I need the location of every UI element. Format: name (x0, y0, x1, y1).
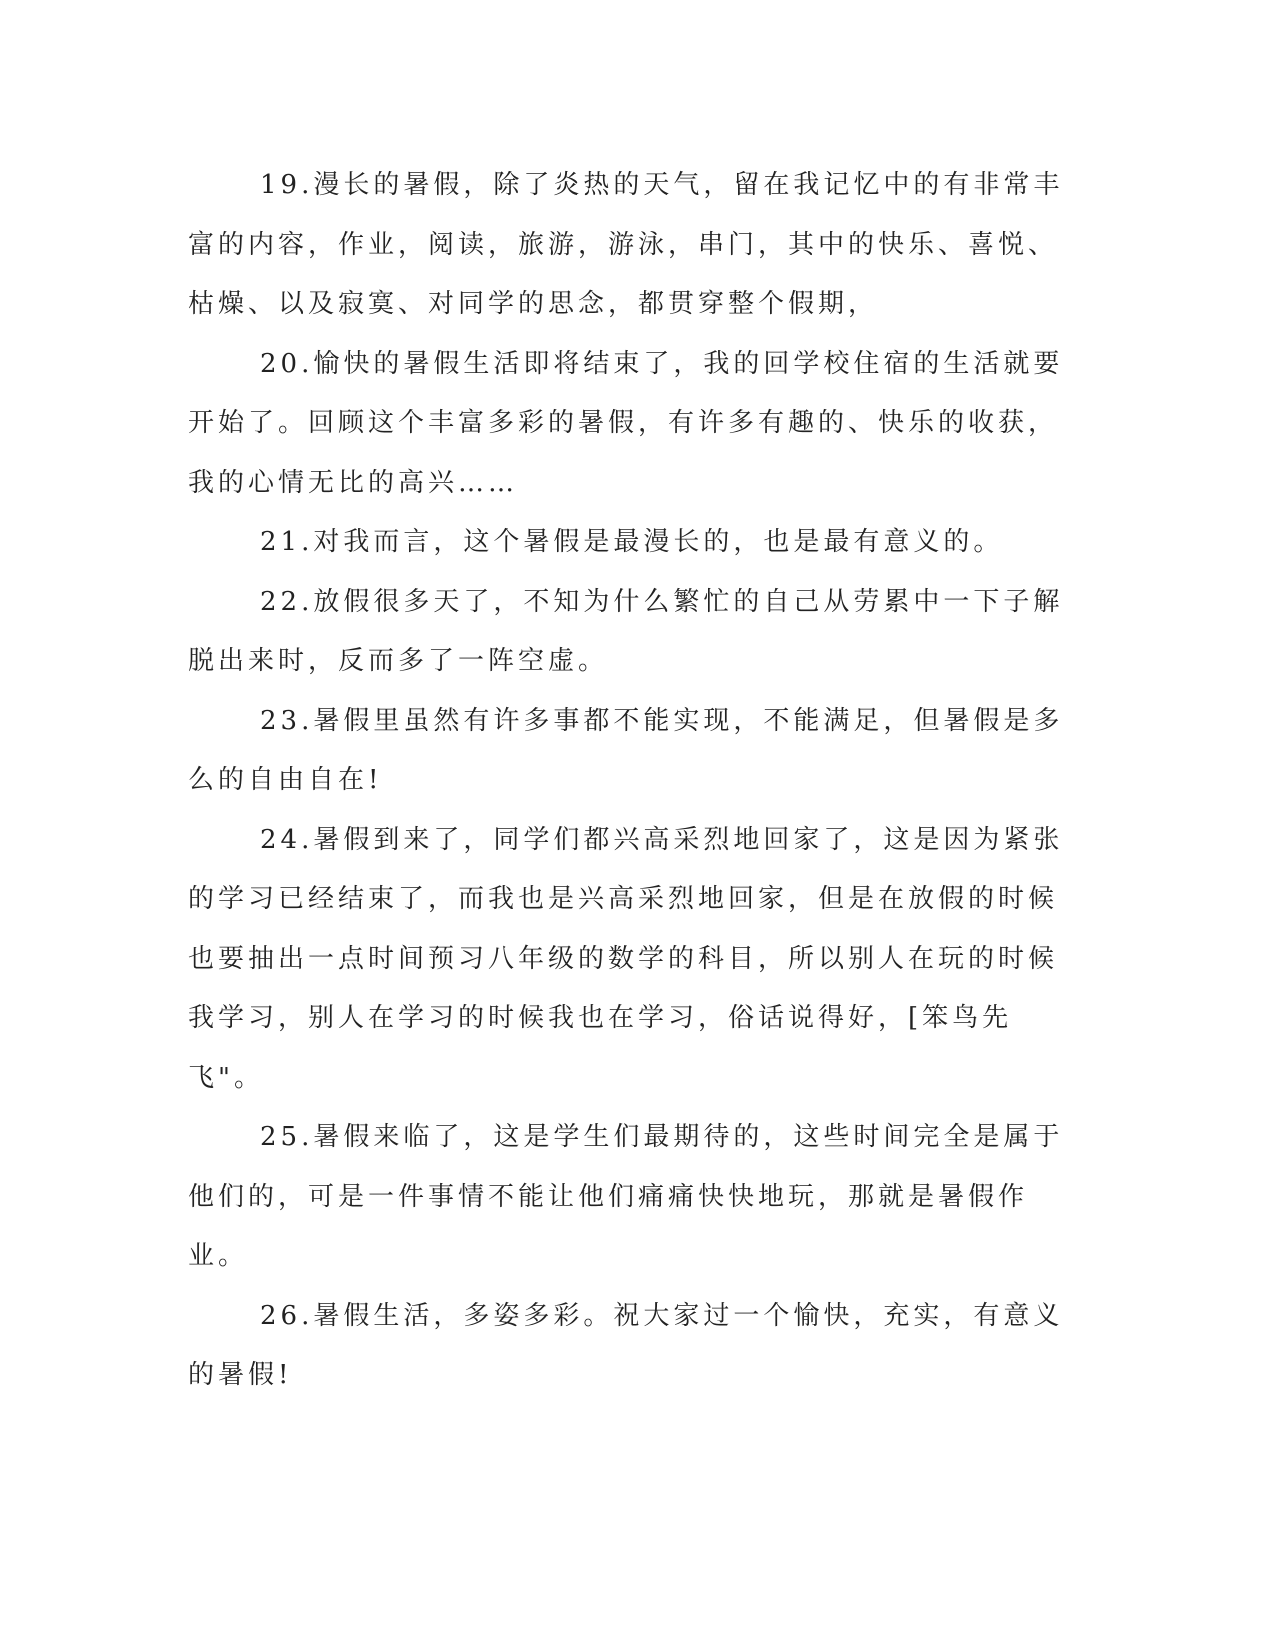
paragraph-20: 20.愉快的暑假生活即将结束了，我的回学校住宿的生活就要开始了。回顾这个丰富多彩的暑假，有许多有趣的、快乐的收获，我的心情无比的高兴…… (188, 348, 1064, 498)
document-body (188, 156, 1078, 1406)
paragraph-26: 26.暑假生活，多姿多彩。祝大家过一个愉快，充实，有意义的暑假! (188, 1300, 1064, 1390)
paragraph-25: 25.暑假来临了，这是学生们最期待的，这些时间完全是属于他们的，可是一件事情不能让他们痛痛快快地玩，那就是暑假作业。 (188, 1122, 1064, 1271)
paragraph-23: 23.暑假里虽然有许多事都不能实现，不能满足，但暑假是多么的自由自在! (188, 705, 1064, 795)
paragraph-22: 22.放假很多天了，不知为什么繁忙的自己从劳累中一下子解脱出来时，反而多了一阵空虚。 (188, 586, 1064, 676)
paragraph-19: 19.漫长的暑假，除了炎热的天气，留在我记忆中的有非常丰富的内容，作业，阅读，旅游，游泳，串门，其中的快乐、喜悦、枯燥、以及寂寞、对同学的思念，都贯穿整个假期， (188, 170, 1064, 319)
paragraph-21: 21.对我而言，这个暑假是最漫长的，也是最有意义的。 (260, 527, 1004, 557)
paragraph-24: 24.暑假到来了，同学们都兴高采烈地回家了，这是因为紧张的学习已经结束了，而我也是兴高采烈地回家，但是在放假的时候也要抽出一点时间预习八年级的数学的科目，所以别人在玩的时候我学习，别人在学习的时候我也在学习，俗话说得好，[笨鸟先飞"。 (188, 824, 1064, 1093)
